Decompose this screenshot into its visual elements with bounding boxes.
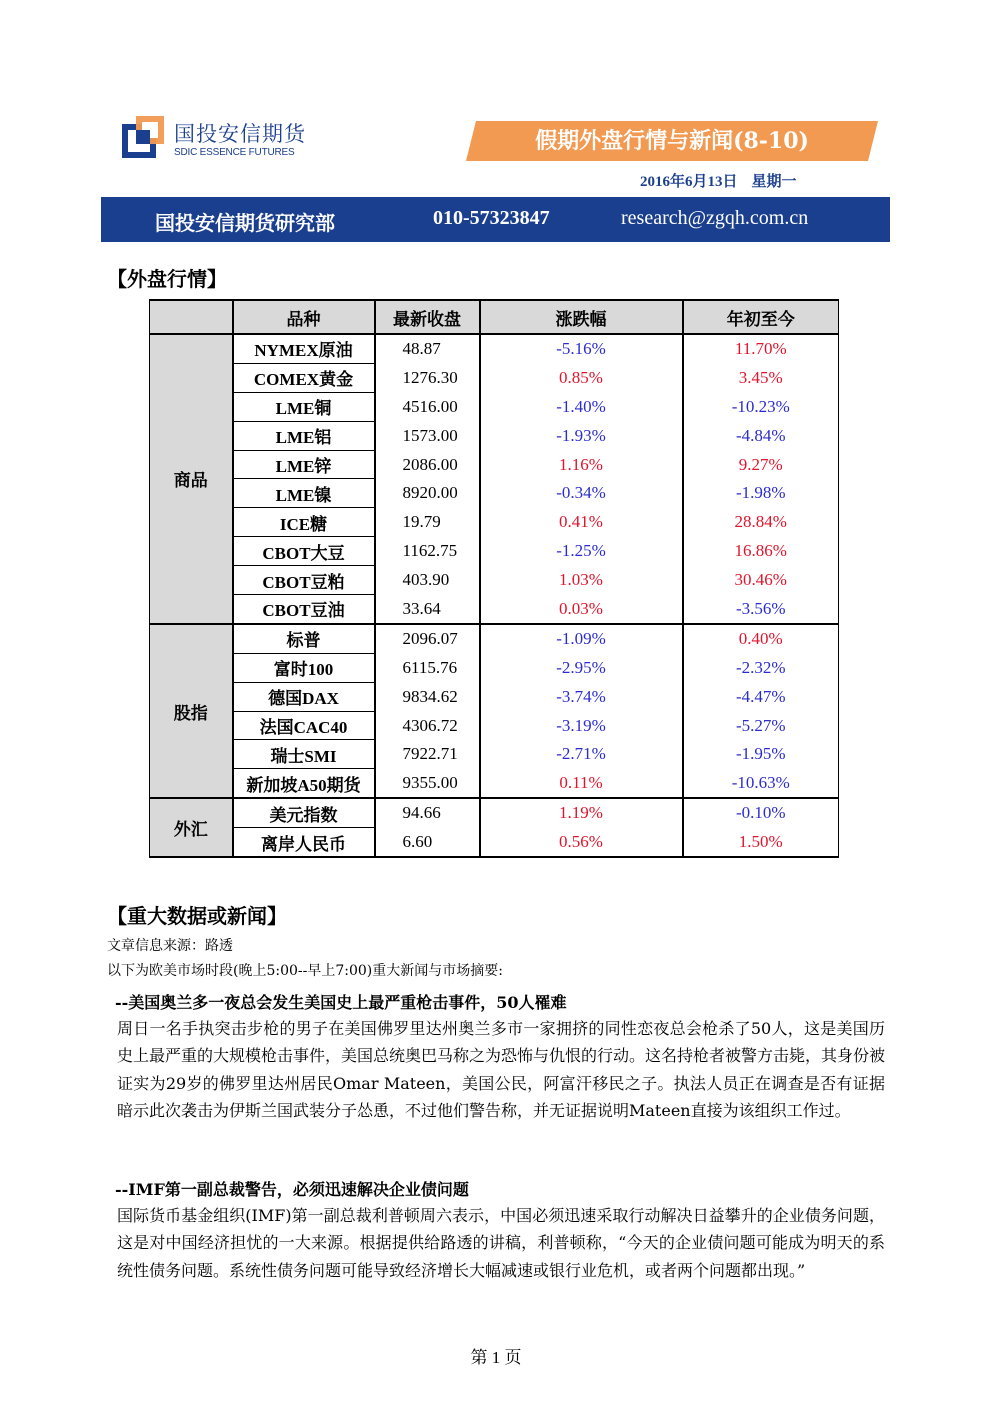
- report-date: 2016年6月13日: [640, 174, 738, 190]
- category-cell: 股指: [150, 624, 233, 798]
- table-row: [150, 769, 839, 798]
- header-cell-ytd: 年初至今: [683, 300, 839, 334]
- ytd-pct-cell: -4.47%: [683, 682, 839, 711]
- table-row: [150, 421, 839, 450]
- header-cell-blank: [150, 300, 233, 334]
- ytd-pct-cell: 28.84%: [683, 508, 839, 537]
- instrument-name-cell: LME铜: [233, 392, 375, 421]
- close-price-cell: 4516.00: [375, 392, 480, 421]
- change-pct-cell: -3.74%: [480, 682, 683, 711]
- change-pct-cell: -1.93%: [480, 421, 683, 450]
- contact-email[interactable]: research@zgqh.com.cn: [621, 207, 809, 229]
- close-price-cell: 94.66: [375, 798, 480, 827]
- company-logo: [122, 114, 322, 164]
- news-source: 文章信息来源：路透: [107, 938, 233, 954]
- change-pct-cell: 0.85%: [480, 363, 683, 392]
- ytd-pct-cell: 3.45%: [683, 363, 839, 392]
- header-cell-name: 品种: [233, 300, 375, 334]
- change-pct-cell: 1.19%: [480, 798, 683, 827]
- table-row: [150, 798, 839, 827]
- table-row: [150, 595, 839, 624]
- logo-mark-icon: [122, 116, 164, 158]
- market-table: [149, 299, 839, 858]
- instrument-name-cell: 新加坡A50期货: [233, 769, 375, 798]
- change-pct-cell: -1.25%: [480, 537, 683, 566]
- instrument-name-cell: NYMEX原油: [233, 334, 375, 363]
- table-row: [150, 334, 839, 363]
- news-body-1: 周日一名手执突击步枪的男子在美国佛罗里达州奥兰多市一家拥挤的同性恋夜总会枪杀了50人，这是美国历史上最严重的大规模枪击事件，美国总统奥巴马称之为恐怖与仇恨的行动。这名持枪者被警方击毙，其身份被证实为29岁的佛罗里达州居民Omar Mateen，美国公民，阿富汗移民之子。执法人员正在调查是否有证据暗示此次袭击为伊斯兰国武装分子怂恿，不过他们警告称，并无证据说明Mateen直接为该组织工作过。: [117, 1019, 886, 1120]
- ytd-pct-cell: -5.27%: [683, 711, 839, 740]
- instrument-name-cell: CBOT豆粕: [233, 566, 375, 595]
- ytd-pct-cell: 11.70%: [683, 334, 839, 363]
- ytd-pct-cell: -3.56%: [683, 595, 839, 624]
- header-cell-change: 涨跌幅: [480, 300, 683, 334]
- table-row: [150, 566, 839, 595]
- instrument-name-cell: 美元指数: [233, 798, 375, 827]
- close-price-cell: 19.79: [375, 508, 480, 537]
- change-pct-cell: 0.03%: [480, 595, 683, 624]
- change-pct-cell: -3.19%: [480, 711, 683, 740]
- instrument-name-cell: COMEX黄金: [233, 363, 375, 392]
- table-row: [150, 682, 839, 711]
- news-headline-1: --美国奥兰多一夜总会发生美国史上最严重枪击事件，50人罹难: [115, 993, 567, 1012]
- instrument-name-cell: LME锌: [233, 450, 375, 479]
- contact-phone: 010-57323847: [433, 207, 550, 229]
- close-price-cell: 1162.75: [375, 537, 480, 566]
- instrument-name-cell: CBOT豆油: [233, 595, 375, 624]
- instrument-name-cell: ICE糖: [233, 508, 375, 537]
- table-row: [150, 363, 839, 392]
- table-row: [150, 624, 839, 653]
- news-body-2: 国际货币基金组织(IMF)第一副总裁利普顿周六表示，中国必须迅速采取行动解决日益攀升的企业债务问题，这是对中国经济担忧的一大来源。根据提供给路透的讲稿，利普顿称，“今天的企业债问题可能成为明天的系统性债务问题。系统性债务问题可能导致经济增长大幅减速或银行业危机，或者两个问题都出现。”: [117, 1206, 885, 1280]
- ytd-pct-cell: 30.46%: [683, 566, 839, 595]
- table-row: [150, 450, 839, 479]
- change-pct-cell: 0.56%: [480, 828, 683, 857]
- close-price-cell: 33.64: [375, 595, 480, 624]
- close-price-cell: 8920.00: [375, 479, 480, 508]
- change-pct-cell: -1.09%: [480, 624, 683, 653]
- report-title: 假期外盘行情与新闻(8-10): [535, 128, 809, 154]
- change-pct-cell: 1.16%: [480, 450, 683, 479]
- change-pct-cell: -2.95%: [480, 653, 683, 682]
- change-pct-cell: -0.34%: [480, 479, 683, 508]
- market-section-title: 【外盘行情】: [107, 267, 227, 291]
- news-headline-2: --IMF第一副总裁警告，必须迅速解决企业债问题: [115, 1180, 469, 1199]
- market-table-body: [150, 334, 839, 857]
- instrument-name-cell: 法国CAC40: [233, 711, 375, 740]
- ytd-pct-cell: -2.32%: [683, 653, 839, 682]
- ytd-pct-cell: -4.84%: [683, 421, 839, 450]
- close-price-cell: 6.60: [375, 828, 480, 857]
- table-header-row: [150, 300, 839, 334]
- ytd-pct-cell: -0.10%: [683, 798, 839, 827]
- close-price-cell: 7922.71: [375, 740, 480, 769]
- ytd-pct-cell: 0.40%: [683, 624, 839, 653]
- table-row: [150, 740, 839, 769]
- report-weekday: 星期一: [751, 174, 797, 190]
- ytd-pct-cell: 1.50%: [683, 828, 839, 857]
- instrument-name-cell: CBOT大豆: [233, 537, 375, 566]
- change-pct-cell: -1.40%: [480, 392, 683, 421]
- table-row: [150, 537, 839, 566]
- header-cell-close: 最新收盘: [375, 300, 480, 334]
- category-cell: 外汇: [150, 798, 233, 857]
- department-name: 国投安信期货研究部: [155, 213, 335, 235]
- contact-bar: [101, 197, 890, 242]
- instrument-name-cell: LME镍: [233, 479, 375, 508]
- close-price-cell: 4306.72: [375, 711, 480, 740]
- instrument-name-cell: 德国DAX: [233, 682, 375, 711]
- instrument-name-cell: 标普: [233, 624, 375, 653]
- instrument-name-cell: LME铝: [233, 421, 375, 450]
- change-pct-cell: 0.11%: [480, 769, 683, 798]
- close-price-cell: 9834.62: [375, 682, 480, 711]
- ytd-pct-cell: 16.86%: [683, 537, 839, 566]
- table-row: [150, 479, 839, 508]
- table-row: [150, 508, 839, 537]
- ytd-pct-cell: -10.63%: [683, 769, 839, 798]
- category-cell: 商品: [150, 334, 233, 624]
- close-price-cell: 6115.76: [375, 653, 480, 682]
- close-price-cell: 403.90: [375, 566, 480, 595]
- change-pct-cell: 0.41%: [480, 508, 683, 537]
- close-price-cell: 2096.07: [375, 624, 480, 653]
- report-date-line: [640, 170, 811, 191]
- instrument-name-cell: 富时100: [233, 653, 375, 682]
- instrument-name-cell: 瑞士SMI: [233, 740, 375, 769]
- table-row: [150, 711, 839, 740]
- ytd-pct-cell: -1.98%: [683, 479, 839, 508]
- ytd-pct-cell: 9.27%: [683, 450, 839, 479]
- news-intro: 以下为欧美市场时段(晚上5:00--早上7:00)重大新闻与市场摘要:: [107, 963, 503, 979]
- logo-text-en: SDIC ESSENCE FUTURES: [174, 147, 295, 158]
- instrument-name-cell: 离岸人民币: [233, 828, 375, 857]
- change-pct-cell: -5.16%: [480, 334, 683, 363]
- table-row: [150, 828, 839, 857]
- ytd-pct-cell: -10.23%: [683, 392, 839, 421]
- close-price-cell: 9355.00: [375, 769, 480, 798]
- close-price-cell: 2086.00: [375, 450, 480, 479]
- close-price-cell: 1276.30: [375, 363, 480, 392]
- ytd-pct-cell: -1.95%: [683, 740, 839, 769]
- table-row: [150, 653, 839, 682]
- change-pct-cell: 1.03%: [480, 566, 683, 595]
- close-price-cell: 1573.00: [375, 421, 480, 450]
- close-price-cell: 48.87: [375, 334, 480, 363]
- news-section-title: 【重大数据或新闻】: [107, 904, 287, 928]
- table-row: [150, 392, 839, 421]
- change-pct-cell: -2.71%: [480, 740, 683, 769]
- logo-text-cn: 国投安信期货: [174, 122, 306, 146]
- page-number: 第 1 页: [470, 1348, 522, 1367]
